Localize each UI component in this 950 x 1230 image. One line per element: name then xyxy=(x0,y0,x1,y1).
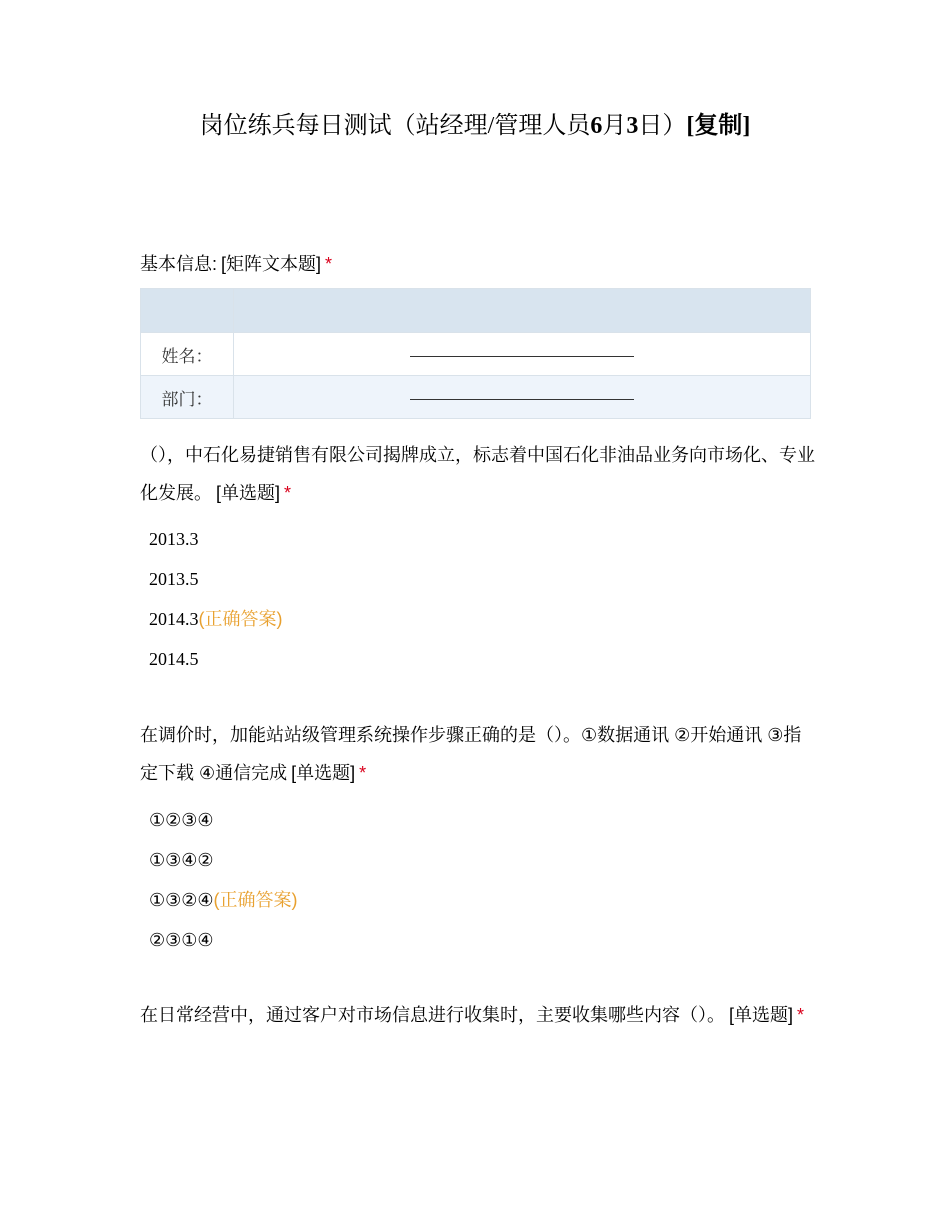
q3-option-3[interactable]: ①③②④(正确答案) xyxy=(149,890,298,910)
q2-option-2[interactable]: 2013.5 xyxy=(149,569,199,589)
q3-option-1[interactable]: ①②③④ xyxy=(149,810,214,830)
correct-answer-note: (正确答案) xyxy=(198,609,283,629)
name-input[interactable] xyxy=(234,333,811,376)
required-mark: * xyxy=(359,763,367,783)
matrix-row-name xyxy=(141,333,811,376)
matrix-row-label: 姓名： xyxy=(141,333,234,376)
required-mark: * xyxy=(325,254,333,274)
q2-option-1[interactable]: 2013.3 xyxy=(149,529,199,549)
required-mark: * xyxy=(797,1005,805,1025)
matrix-header-row xyxy=(141,289,811,333)
department-input[interactable] xyxy=(234,376,811,419)
question-4-title: 在日常经营中，通过客户对市场信息进行收集时，主要收集哪些内容（）。 [单选题] * xyxy=(140,1005,805,1025)
q2-option-4[interactable]: 2014.5 xyxy=(149,649,199,669)
matrix-table xyxy=(140,288,811,419)
q3-option-2[interactable]: ①③④② xyxy=(149,850,214,870)
page-title: 岗位练兵每日测试（站经理/管理人员6月3日）[复制] xyxy=(199,113,751,139)
question-2-title: （），中石化易捷销售有限公司揭牌成立，标志着中国石化非油品业务向市场化、专业化发展。 [单选题] * xyxy=(140,445,815,503)
q2-option-3[interactable]: 2014.3(正确答案) xyxy=(149,609,283,629)
question-3-title: 在调价时，加能站站级管理系统操作步骤正确的是（）。①数据通讯 ②开始通讯 ③指定下载 ④通信完成 [单选题] * xyxy=(140,725,802,783)
required-mark: * xyxy=(284,483,292,503)
matrix-row-department xyxy=(141,376,811,419)
matrix-row-label: 部门： xyxy=(141,376,234,419)
q3-option-4[interactable]: ②③①④ xyxy=(149,930,214,950)
correct-answer-note: (正确答案) xyxy=(213,890,298,910)
question-1-title: 基本信息: [矩阵文本题] * xyxy=(140,254,333,274)
